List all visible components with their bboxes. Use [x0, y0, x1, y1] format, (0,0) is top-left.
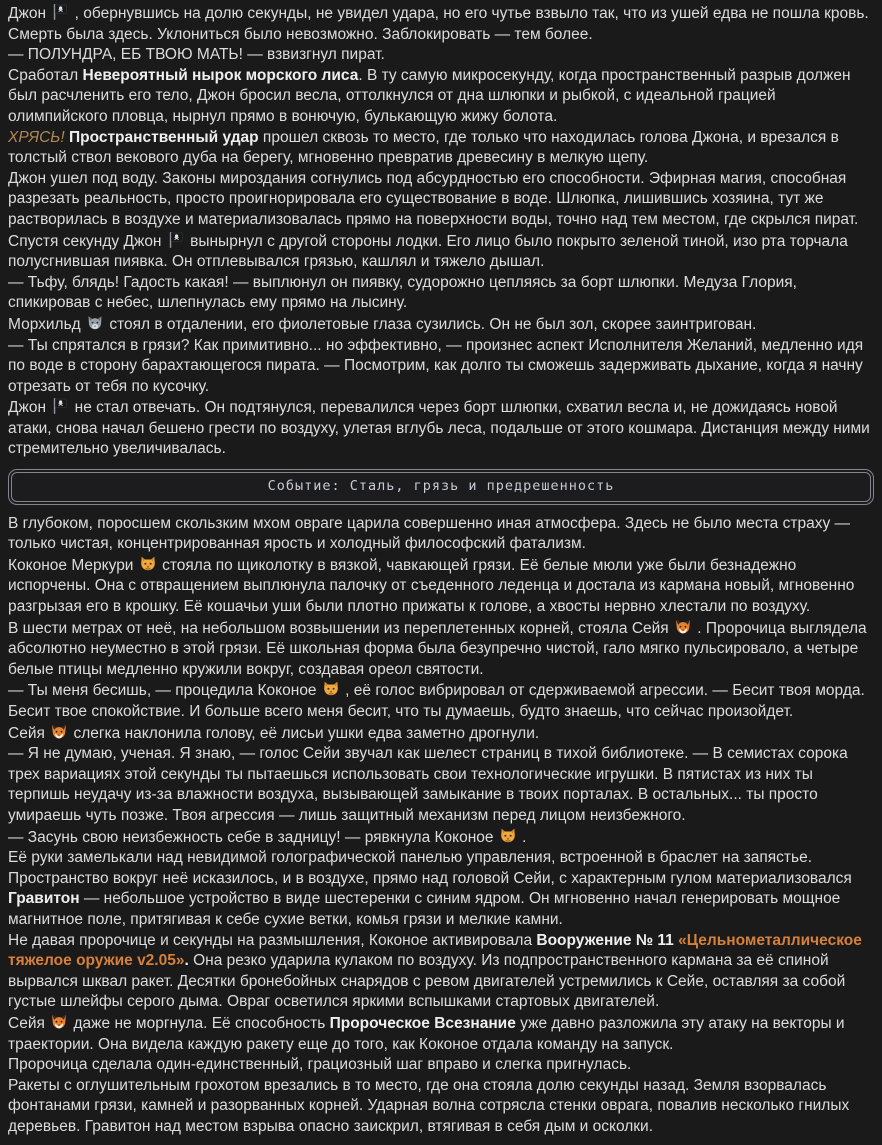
text-segment: Вооружение № 11: [536, 931, 674, 949]
text-segment: . Пророчица выглядела абсолютно неуместно в этой грязи. Её школьная форма была безупречно чистой, гало мягко пульсировало, а четыре белые птицы медленно кружили вокруг, создавая ореол святости.: [8, 619, 867, 678]
text-segment: В шести метрах от неё, на небольшом возвышении из переплетенных корней, стояла Сейя: [8, 619, 673, 637]
pirate-flag-icon: [51, 397, 69, 415]
text-segment: Спустя секунду Джон: [8, 232, 166, 250]
text-segment: Гравитон: [8, 890, 80, 908]
fox-icon: [674, 618, 692, 636]
text-segment: стоял в отдалении, его фиолетовые глаза сузились. Он не был зол, скорее заинтригован.: [105, 315, 757, 333]
text-segment: — ПОЛУНДРА, ЕБ ТВОЮ МАТЬ! — взвизгнул пират.: [8, 46, 385, 64]
text-segment: Сейя: [8, 724, 50, 742]
text-segment: Сработал: [8, 66, 83, 84]
cat-icon: [139, 555, 157, 573]
paragraph: [8, 514, 874, 555]
text-segment: Пророческое Всезнание: [329, 1014, 516, 1032]
paragraph: [8, 555, 874, 618]
text-segment: уже давно разложила эту атаку на векторы и траектории. Она видела каждую ракету еще до того, как Коконое отдала команду на запуск.: [8, 1014, 845, 1053]
text-segment: Её руки замелькали над невидимой голографической панелью управления, встроенной в браслет на запястье. Пространство вокруг неё исказилось, и в воздухе, прямо над головой Сейи, с характерным гулом материализовался: [8, 849, 852, 887]
paragraph: [8, 744, 874, 826]
text-segment: , её голос вибрировал от сдерживаемой агрессии. — Бесит твоя морда. Бесит твое спокойствие. И больше всего меня бесит, что ты думаешь, будто знаешь, что сейчас произойдет.: [8, 682, 865, 720]
paragraph: [8, 827, 874, 849]
text-segment: . В ту самую микросекунду, когда пространственный разрыв должен был расчленить его тело, Джон бросил весла, оттолкнулся от дна шлюпки и рыбкой, с идеальной грацией олимпийского пловца, нырнул прямо в вонючую, булькающую жижу болота.: [8, 66, 851, 125]
text-segment: Джон ушел под воду. Законы мироздания согнулись под абсурдностью его способности. Эфирная магия, способная разрезать реальность, просто проигнорировала его существование в воде. Шлюпка, лишившись хозяина, тут же растворилась в воздухе и материализовалась прямо на поверхности воды, точно над тем местом, где скрылся пират.: [8, 169, 859, 228]
text-segment: — Тьфу, блядь! Гадость какая! — выплюнул он пиявку, судорожно цепляясь за борт шлюпки. Медуза Глория, спикировав с небес, шлепнулась ему прямо на лысину.: [8, 273, 797, 312]
paragraph: [8, 336, 874, 398]
event-banner-inner: [11, 472, 871, 502]
text-segment: «Цельнометаллическое тяжелое оружие v2.05»: [8, 931, 862, 970]
text-segment: стояла по щиколотку в вязкой, чавкающей грязи. Её белые мюли уже были безнадежно испорчены. Она с отвращением выплюнула палочку от съеденного леденца и достала из кармана новый, мгновенно разгрызая его в крошку. Её кошачьи уши были плотно прижаты к голове, а хвосты нервно хлестали по воздуху.: [8, 556, 855, 616]
paragraph: [8, 66, 874, 128]
event-banner: [8, 469, 874, 505]
cat-icon: [499, 827, 517, 845]
text-segment: слегка наклонила голову, её лисьи ушки едва заметно дрогнули.: [69, 724, 540, 742]
event-banner-label: Событие: Сталь, грязь и предрешенность: [267, 478, 615, 495]
paragraph: [8, 397, 874, 460]
cat-icon: [322, 680, 340, 698]
text-segment: Коконое Меркури: [8, 556, 138, 574]
fox-icon: [50, 723, 68, 741]
text-segment: даже не моргнула. Её способность: [69, 1014, 330, 1032]
paragraph: [8, 1013, 874, 1055]
paragraph: [8, 45, 874, 66]
text-segment: Сейя: [8, 1014, 50, 1032]
paragraph: [8, 931, 874, 1013]
text-segment: Морхильд: [8, 315, 86, 333]
text-segment: В глубоком, поросшем скользким мхом овраге царила совершенно иная атмосфера. Здесь не было места страху — только чистая, концентрированная ярость и холодный философский фатализм.: [8, 514, 851, 553]
paragraph: [8, 231, 874, 273]
text-segment: , обернувшись на долю секунды, не увидел удара, но его чутье взвыло так, что из ушей едва не пошла кровь. Смерть была здесь. Уклониться было невозможно. Заблокировать — тем более.: [8, 5, 869, 43]
text-segment: — Я не думаю, ученая. Я знаю, — голос Сейи звучал как шелест страниц в тихой библиотеке. — В семистах сорока трех вариациях этой секунды ты пытаешься использовать свои технологические игрушки. В пятистах из них ты терпишь неудачу из-за влажности воздуха, вызывающей замыкание в твоих порталах. В остальных... ты просто умираешь чуть позже. Твоя агрессия — лишь защитный механизм перед лицом неизбежного.: [8, 745, 848, 824]
paragraph: [8, 848, 874, 930]
story-text-part-1: [8, 3, 874, 460]
paragraph: [8, 680, 874, 722]
text-segment: Не давая пророчице и секунды на размышления, Коконое активировала: [8, 931, 537, 949]
text-segment: Она резко ударила кулаком по воздуху. Из подпространственного кармана за её спиной вырвался шквал ракет. Десятки бронебойных снарядов с ревом двигателей устремились к Сейе, оставляя за собой густые шлейфы серого дыма. Овраг осветился яркими вспышками стартовых двигателей.: [8, 952, 846, 1011]
paragraph: [8, 723, 874, 745]
text-segment: прошел сквозь то место, где только что находилась голова Джона, и врезался в толстый ствол векового дуба на берегу, мгновенно превратив древесину в мелкую щепу.: [8, 128, 839, 167]
text-segment: Пророчица сделала один-единственный, грациозный шаг вправо и слегка пригнулась.: [8, 1056, 632, 1074]
pirate-flag-icon: [51, 3, 69, 21]
paragraph: [8, 169, 874, 231]
text-segment: Невероятный нырок морского лиса: [82, 66, 359, 84]
text-segment: ХРЯСЬ!: [8, 128, 69, 146]
text-segment: Джон: [8, 399, 51, 417]
text-segment: .: [184, 952, 189, 970]
text-segment: — Засунь свою неизбежность себе в задницу! — рявкнула Коконое: [8, 828, 498, 846]
paragraph: [8, 128, 874, 169]
wolf-icon: [86, 314, 104, 332]
text-segment: Пространственный удар: [68, 128, 259, 146]
text-segment: не стал отвечать. Он подтянулся, перевалился через борт шлюпки, схватил весла и, не дожидаясь новой атаки, снова начал бешено грести по воздуху, улетая вглубь леса, подальше от этого кошмара. Дистанция между ними стремительно увеличивалась.: [8, 399, 870, 458]
text-segment: — Ты меня бесишь, — процедила Коконое: [8, 682, 321, 700]
paragraph: [8, 1055, 874, 1076]
text-segment: вынырнул с другой стороны лодки. Его лицо было покрыто зеленой тиной, изо рта торчала полусгнившая пиявка. Он отплевывался грязью, кашлял и тяжело дышал.: [8, 232, 848, 271]
paragraph: [8, 314, 874, 336]
text-segment: — Ты спрятался в грязи? Как примитивно... но эффективно, — произнес аспект Исполнителя Желаний, медленно идя по воде в сторону барахтающегося пирата. — Посмотрим, как долго ты сможешь задерживать дыхание, когда я начну отрезать от тебя по кусочку.: [8, 336, 864, 395]
text-segment: .: [517, 828, 527, 846]
pirate-flag-icon: [167, 231, 185, 249]
paragraph: [8, 3, 874, 45]
paragraph: [8, 1076, 874, 1138]
fox-icon: [50, 1013, 68, 1031]
text-segment: Джон: [8, 5, 51, 22]
text-segment: Ракеты с оглушительным грохотом врезались в то место, где она стояла долю секунды назад. Земля взорвалась фонтанами грязи, камней и разорванных корней. Ударная волна сотрясла стенки оврага, повалив несколько гнилых деревьев. Гравитон над местом взрыва опасно заискрил, втягивая в себя дым и осколки.: [8, 1076, 850, 1135]
story-text-part-2: [8, 514, 874, 1138]
paragraph: [8, 618, 874, 681]
paragraph: [8, 273, 874, 314]
text-segment: — небольшое устройство в виде шестеренки с синим ядром. Он мгновенно начал генерировать мощное магнитное поле, притягивая к себе сухие ветки, комья грязи и мелкие камни.: [8, 890, 841, 928]
